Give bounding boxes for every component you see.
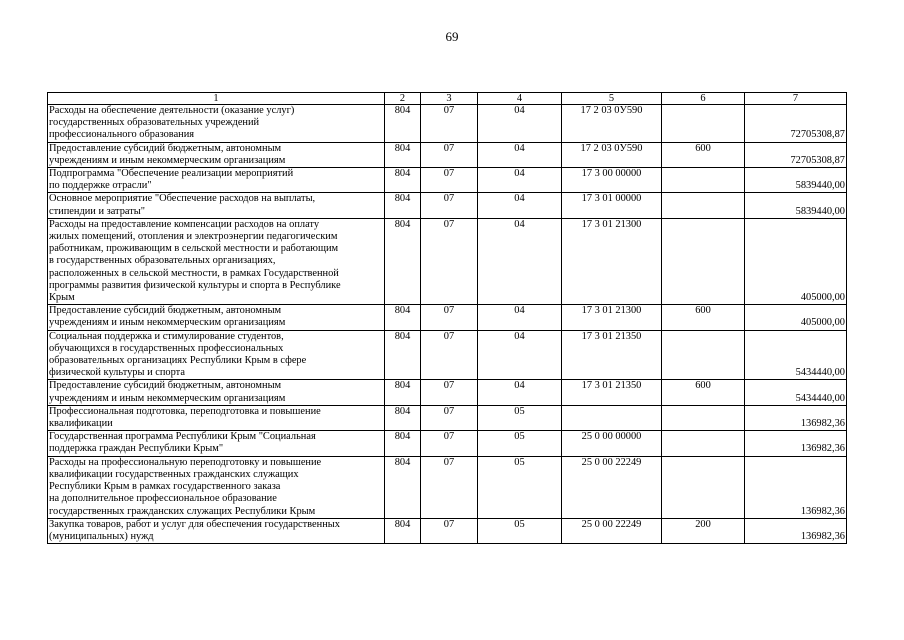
subsection-code-cell: 04	[478, 218, 562, 304]
header-row	[48, 93, 847, 105]
item-name-line: Расходы на обеспечение деятельности (оказание услуг)	[49, 105, 295, 116]
item-name-line: Государственная программа Республики Крым "Социальная	[49, 431, 316, 443]
expense-type-cell	[662, 405, 745, 430]
table-row	[48, 193, 847, 218]
item-name-line: Крым	[49, 292, 75, 304]
table-row	[48, 456, 847, 518]
amount-cell: 136982,36	[745, 518, 847, 543]
expense-type-cell	[662, 330, 745, 380]
budget-table	[47, 92, 847, 544]
section-code-cell: 07	[421, 218, 478, 304]
table-row	[48, 431, 847, 456]
header-col-2: 2	[385, 93, 421, 105]
amount-cell: 5839440,00	[745, 193, 847, 218]
table-row	[48, 168, 847, 193]
item-name-line: Социальная поддержка и стимулирование студентов,	[49, 330, 284, 342]
item-name-cell	[48, 105, 385, 143]
section-code-cell: 07	[421, 305, 478, 330]
page-number: 69	[445, 29, 459, 44]
subsection-code-cell: 04	[478, 168, 562, 193]
target-article-cell: 17 3 00 00000	[562, 168, 662, 193]
header-col-5: 5	[562, 93, 662, 105]
table-row	[48, 330, 847, 380]
item-name-line: государственных гражданских служащих Республики Крым	[49, 505, 316, 517]
item-name-line: Профессиональная подготовка, переподготовка и повышение	[49, 405, 321, 417]
subsection-code-cell: 05	[478, 456, 562, 518]
ministry-code-cell: 804	[385, 193, 421, 218]
section-code-cell: 07	[421, 518, 478, 543]
ministry-code-cell: 804	[385, 456, 421, 518]
item-name-line: Расходы на профессиональную переподготовку и повышение	[49, 456, 322, 468]
target-article-cell: 25 0 00 00000	[562, 431, 662, 456]
ministry-code-cell: 804	[385, 142, 421, 167]
expense-type-cell: 600	[662, 305, 745, 330]
table-row	[48, 405, 847, 430]
amount-cell: 405000,00	[745, 218, 847, 304]
ministry-code-cell: 804	[385, 405, 421, 430]
subsection-code-cell: 04	[478, 105, 562, 143]
subsection-code-cell: 05	[478, 431, 562, 456]
section-code-cell: 07	[421, 168, 478, 193]
item-name-line: профессионального образования	[49, 129, 195, 141]
item-name-line: расположенных в сельской местности, в рамках Государственной	[49, 267, 339, 279]
subsection-code-cell: 04	[478, 330, 562, 380]
item-name-line: поддержка граждан Республики Крым"	[49, 443, 224, 455]
subsection-code-cell: 04	[478, 142, 562, 167]
header-col-6: 6	[662, 93, 745, 105]
table-row	[48, 518, 847, 543]
item-name-line: стипендии и затраты"	[49, 205, 146, 217]
section-code-cell: 07	[421, 405, 478, 430]
amount-cell: 72705308,87	[745, 142, 847, 167]
item-name-line: Расходы на предоставление компенсации расходов на оплату	[49, 218, 320, 230]
target-article-cell: 17 2 03 0У590	[562, 142, 662, 167]
table-row	[48, 142, 847, 167]
ministry-code-cell: 804	[385, 380, 421, 405]
amount-cell: 72705308,87	[745, 105, 847, 143]
ministry-code-cell: 804	[385, 518, 421, 543]
target-article-cell: 17 3 01 00000	[562, 193, 662, 218]
ministry-code-cell: 804	[385, 305, 421, 330]
item-name-line: Предоставление субсидий бюджетным, автономным	[49, 305, 282, 317]
subsection-code-cell: 05	[478, 518, 562, 543]
item-name-cell	[48, 305, 385, 330]
section-code-cell: 07	[421, 431, 478, 456]
item-name-line: (муниципальных) нужд	[49, 530, 154, 542]
header-col-3: 3	[421, 93, 478, 105]
section-code-cell: 07	[421, 456, 478, 518]
item-name-line: Предоставление субсидий бюджетным, автономным	[49, 380, 282, 392]
target-article-cell	[562, 405, 662, 430]
header-col-7: 7	[745, 93, 847, 105]
expense-type-cell	[662, 193, 745, 218]
expense-type-cell	[662, 456, 745, 518]
amount-cell: 5839440,00	[745, 168, 847, 193]
item-name-line: на дополнительное профессиональное образование	[49, 493, 277, 505]
item-name-cell	[48, 330, 385, 380]
amount-cell: 5434440,00	[745, 380, 847, 405]
section-code-cell: 07	[421, 105, 478, 143]
item-name-line: государственных образовательных учреждений	[49, 117, 260, 129]
section-code-cell: 07	[421, 142, 478, 167]
expense-type-cell: 200	[662, 518, 745, 543]
ministry-code-cell: 804	[385, 431, 421, 456]
item-name-line: по поддержке отрасли"	[49, 180, 152, 192]
item-name-line: учреждениям и иным некоммерческим организациям	[49, 392, 286, 404]
item-name-cell	[48, 218, 385, 304]
item-name-line: учреждениям и иным некоммерческим организациям	[49, 317, 286, 329]
item-name-line: Предоставление субсидий бюджетным, автономным	[49, 142, 282, 154]
item-name-line: квалификации	[49, 418, 113, 430]
item-name-cell	[48, 142, 385, 167]
header-col-1: 1	[48, 93, 385, 105]
item-name-line: физической культуры и спорта	[49, 367, 185, 379]
expense-type-cell	[662, 105, 745, 143]
target-article-cell: 17 3 01 21300	[562, 218, 662, 304]
target-article-cell: 17 3 01 21300	[562, 305, 662, 330]
target-article-cell: 25 0 00 22249	[562, 456, 662, 518]
expense-type-cell: 600	[662, 380, 745, 405]
item-name-line: Основное мероприятие "Обеспечение расходов на выплаты,	[49, 193, 316, 205]
expense-type-cell: 600	[662, 142, 745, 167]
item-name-line: программы развития физической культуры и спорта в Республике	[49, 279, 341, 291]
item-name-line: образовательных организациях Республики Крым в сфере	[49, 355, 307, 367]
item-name-cell	[48, 380, 385, 405]
item-name-line: в государственных образовательных организациях,	[49, 255, 276, 267]
item-name-cell	[48, 456, 385, 518]
ministry-code-cell: 804	[385, 330, 421, 380]
ministry-code-cell: 804	[385, 168, 421, 193]
ministry-code-cell: 804	[385, 218, 421, 304]
item-name-line: Закупка товаров, работ и услуг для обеспечения государственных	[49, 518, 340, 530]
item-name-cell	[48, 431, 385, 456]
table-row	[48, 380, 847, 405]
item-name-line: обучающихся в государственных профессиональных	[49, 342, 284, 354]
item-name-line: жилых помещений, отопления и электроэнергии педагогическим	[49, 231, 338, 243]
expense-type-cell	[662, 218, 745, 304]
section-code-cell: 07	[421, 380, 478, 405]
table-row	[48, 305, 847, 330]
target-article-cell: 17 2 03 0У590	[562, 105, 662, 143]
item-name-line: квалификации государственных гражданских служащих	[49, 468, 299, 480]
item-name-cell	[48, 518, 385, 543]
item-name-line: учреждениям и иным некоммерческим организациям	[49, 154, 286, 166]
subsection-code-cell: 04	[478, 380, 562, 405]
subsection-code-cell: 04	[478, 193, 562, 218]
amount-cell: 136982,36	[745, 431, 847, 456]
item-name-cell	[48, 405, 385, 430]
table-row	[48, 105, 847, 143]
amount-cell: 136982,36	[745, 405, 847, 430]
item-name-cell	[48, 168, 385, 193]
target-article-cell: 17 3 01 21350	[562, 380, 662, 405]
target-article-cell: 25 0 00 22249	[562, 518, 662, 543]
subsection-code-cell: 04	[478, 305, 562, 330]
amount-cell: 5434440,00	[745, 330, 847, 380]
expense-type-cell	[662, 431, 745, 456]
item-name-line: Подпрограмма "Обеспечение реализации мероприятий	[49, 168, 294, 180]
amount-cell: 136982,36	[745, 456, 847, 518]
item-name-line: работникам, проживающим в сельской местности и работающим	[49, 243, 339, 255]
table-body	[48, 105, 847, 544]
item-name-line: Республики Крым в рамках государственного заказа	[49, 481, 281, 493]
section-code-cell: 07	[421, 330, 478, 380]
ministry-code-cell: 804	[385, 105, 421, 143]
amount-cell: 405000,00	[745, 305, 847, 330]
subsection-code-cell: 05	[478, 405, 562, 430]
table-row	[48, 218, 847, 304]
expense-type-cell	[662, 168, 745, 193]
section-code-cell: 07	[421, 193, 478, 218]
item-name-cell	[48, 193, 385, 218]
target-article-cell: 17 3 01 21350	[562, 330, 662, 380]
header-col-4: 4	[478, 93, 562, 105]
